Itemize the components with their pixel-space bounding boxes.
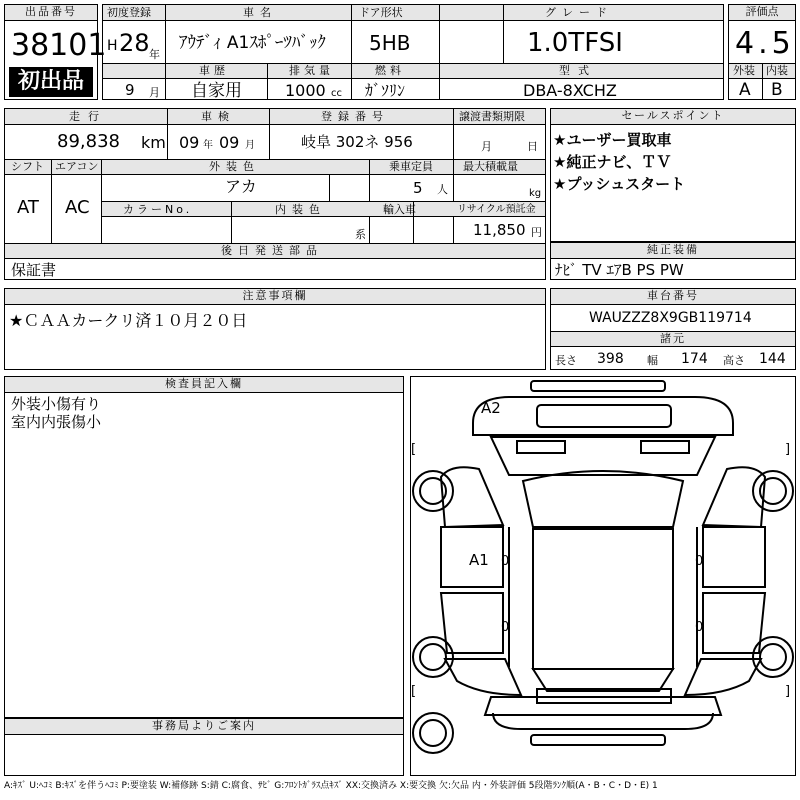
score-value: 4.5 xyxy=(735,26,795,61)
plate-value: 岐阜 302ネ 956 xyxy=(301,133,413,151)
grade-value: 1.0TFSI xyxy=(527,28,623,58)
office-label: 事務局よりご案内 xyxy=(5,719,403,735)
shift-value: AT xyxy=(17,197,39,218)
history-value: 自家用 xyxy=(191,81,242,101)
model-value: DBA-8XCHZ xyxy=(523,81,617,100)
model-label: 型式 xyxy=(559,64,597,77)
ext-score-label: 外装 xyxy=(733,64,755,77)
first-reg-month: 9 xyxy=(125,81,135,99)
score-label: 評価点 xyxy=(729,5,795,21)
displacement-value: 1000 xyxy=(285,81,326,100)
inspection-yy-unit: 年 xyxy=(203,140,213,151)
svg-text:[: [ xyxy=(411,684,417,699)
svg-text:]: ] xyxy=(785,684,791,699)
header-table xyxy=(102,4,724,100)
plate-label: 登録番号 xyxy=(321,110,389,123)
sales-points-label: セールスポイント xyxy=(551,109,795,125)
capacity-label: 乗車定員 xyxy=(389,160,433,173)
mileage-unit: km xyxy=(141,133,166,152)
recycle-value: 11,850 xyxy=(473,221,526,239)
height-label: 高さ xyxy=(723,354,745,367)
capacity-value: 5 xyxy=(413,179,423,197)
first-reg-year: 28 xyxy=(119,29,150,57)
displacement-unit: cc xyxy=(331,88,342,99)
chassis-label: 車台番号 xyxy=(551,289,795,305)
dims-label: 諸元 xyxy=(551,331,795,347)
ext-score: A xyxy=(739,80,751,100)
damage-mark: A1 xyxy=(469,551,489,569)
grade-label: グレード xyxy=(545,6,613,19)
first-reg-month-unit: 月 xyxy=(149,86,160,99)
height-value: 144 xyxy=(759,351,786,367)
lot-box xyxy=(4,4,107,100)
first-reg-year-unit: 年 xyxy=(149,48,160,61)
fuel-label: 燃料 xyxy=(375,64,405,77)
inspection-yy: 09 xyxy=(179,133,200,152)
notes-label: 注意事項欄 xyxy=(5,289,545,305)
door-label: ドア形状 xyxy=(359,6,403,19)
int-score-label: 内装 xyxy=(766,64,788,77)
sales-points-box xyxy=(550,108,796,242)
inspection-label: 車検 xyxy=(201,110,235,123)
transfer-month-unit: 月 xyxy=(481,140,492,153)
score-box xyxy=(728,4,796,100)
mileage-label: 走行 xyxy=(69,110,107,123)
svg-text:0: 0 xyxy=(501,554,510,569)
ext-color-label: 外装色 xyxy=(209,160,260,173)
lot-label: 出品番号 xyxy=(5,5,97,21)
shift-label: シフト xyxy=(11,160,44,173)
first-reg-era: H xyxy=(107,38,118,54)
equipment-value: ﾅﾋﾞ TV ｴｱB PS PW xyxy=(555,261,684,279)
legend: A:ｷｽﾞ U:ﾍｺﾐ B:ｷｽﾞを伴うﾍｺﾐ P:要塗装 W:補修跡 S:錆 C:腐食、ｻﾋﾞ G:ﾌﾛﾝﾄｶﾞﾗｽ点ｷｽﾞ XX:交換済み X:要交換 欠:欠品 内・外装評価 5段階ﾗﾝｸ順(A・B・C・D・E) 1 xyxy=(4,781,658,791)
width-label: 幅 xyxy=(647,354,658,367)
recycle-label: リサイクル預託金 xyxy=(457,204,536,215)
svg-text:[: [ xyxy=(411,442,417,457)
later-parts-value: 保証書 xyxy=(11,261,57,279)
first-listing-badge: 初出品 xyxy=(9,67,93,97)
chassis-box xyxy=(550,288,796,370)
inspector-line: 室内内張傷小 xyxy=(11,413,102,431)
history-label: 車歴 xyxy=(199,64,229,77)
int-score: B xyxy=(771,80,783,100)
office-box xyxy=(4,718,404,776)
inspector-box xyxy=(4,376,404,718)
car-name: ｱｳﾃﾞｨ A1ｽﾎﾟｰﾂﾊﾞｯｸ xyxy=(179,33,326,53)
mileage-value: 89,838 xyxy=(57,131,120,152)
int-color-suffix: 系 xyxy=(355,228,366,241)
load-label: 最大積載量 xyxy=(463,160,518,173)
lot-number: 38101 xyxy=(11,28,107,63)
import-label: 輸入車 xyxy=(383,203,416,216)
fuel-value: ｶﾞｿﾘﾝ xyxy=(365,81,406,100)
sales-point-item: ★純正ナビ、ＴＶ xyxy=(553,153,672,171)
capacity-unit: 人 xyxy=(437,183,448,196)
damage-diagram xyxy=(410,376,796,776)
later-parts-label: 後日発送部品 xyxy=(221,244,323,257)
length-value: 398 xyxy=(597,351,624,367)
length-label: 長さ xyxy=(555,354,577,367)
ac-label: エアコン xyxy=(55,160,99,173)
inspection-mm: 09 xyxy=(219,133,240,152)
equipment-box xyxy=(550,242,796,280)
damage-mark: A2 xyxy=(481,399,501,417)
svg-text:0: 0 xyxy=(695,620,704,635)
transfer-day-unit: 日 xyxy=(527,140,538,153)
transfer-label: 譲渡書類期限 xyxy=(459,110,525,123)
inspection-mm-unit: 月 xyxy=(245,140,255,151)
inspector-label: 検査員記入欄 xyxy=(5,377,403,393)
int-color-label: 内装色 xyxy=(275,203,326,216)
inspector-line: 外装小傷有り xyxy=(11,395,102,413)
sales-point-item: ★ユーザー買取車 xyxy=(553,131,672,149)
color-no-label: カラーNo. xyxy=(123,203,193,216)
door-type: 5HB xyxy=(369,31,411,55)
chassis-value: WAUZZZ8X9GB119714 xyxy=(589,310,752,326)
row2-table xyxy=(4,108,546,280)
car-outline xyxy=(411,377,795,775)
notes-value: ★ＣＡＡカークリ済１０月２０日 xyxy=(9,311,248,330)
load-unit: kg xyxy=(529,188,542,199)
notes-box xyxy=(4,288,546,370)
car-name-label: 車名 xyxy=(243,6,277,19)
equipment-label: 純正装備 xyxy=(551,243,795,259)
svg-text:0: 0 xyxy=(501,620,510,635)
svg-text:0: 0 xyxy=(695,554,704,569)
recycle-unit: 円 xyxy=(531,226,542,239)
sales-point-item: ★プッシュスタート xyxy=(553,175,686,193)
ac-value: AC xyxy=(65,197,90,218)
displacement-label: 排気量 xyxy=(289,64,334,77)
ext-color-value: アカ xyxy=(225,177,257,196)
first-reg-label: 初度登録 xyxy=(107,6,151,19)
width-value: 174 xyxy=(681,351,708,367)
svg-text:]: ] xyxy=(785,442,791,457)
